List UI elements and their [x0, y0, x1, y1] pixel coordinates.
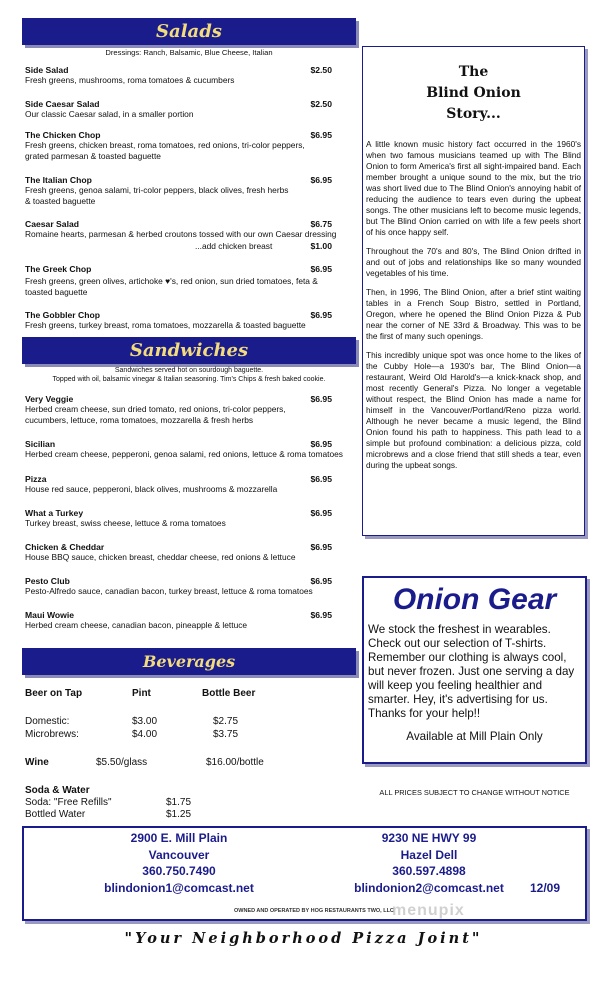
list-item [25, 99, 332, 130]
list-item [25, 175, 332, 219]
micro-pint: $4.00 [132, 729, 158, 740]
salads-header [22, 18, 356, 45]
location-email[interactable]: blindonion1@comcast.net [104, 880, 254, 895]
list-item [25, 508, 332, 542]
micro-bottle: $3.75 [213, 729, 239, 740]
sandwiches-title: Sandwiches [129, 340, 249, 361]
wine-label: Wine [25, 757, 49, 768]
item-name: Pizza [25, 474, 47, 484]
wine-bottle: $16.00/bottle [206, 757, 264, 768]
onion-gear-title: Onion Gear [392, 583, 557, 616]
salads-dressings: Dressings: Ranch, Balsamic, Blue Cheese, Italian [105, 48, 273, 57]
water-price: $1.25 [166, 809, 192, 820]
list-item [25, 264, 332, 310]
item-name: Sicilian [25, 439, 56, 449]
list-item [25, 576, 332, 610]
item-desc: House BBQ sauce, chicken breast, cheddar cheese, red onions & lettuce [25, 552, 296, 562]
item-name: Pesto Club [25, 576, 70, 586]
item-name: The Gobbler Chop [25, 310, 100, 320]
item-price: $6.95 [310, 439, 332, 449]
item-desc: Fresh greens, chicken breast, roma tomatoes, red onions, tri-color peppers, grated parmesan & toasted baguette [25, 140, 305, 161]
domestic-label: Domestic: [25, 716, 70, 727]
item-desc: House red sauce, pepperoni, black olives, mushrooms & mozzarella [25, 484, 278, 494]
story-text [366, 139, 581, 471]
beverages-title: Beverages [142, 652, 236, 671]
item-desc: Herbed cream cheese, sun dried tomato, red onions, tri-color peppers, cucumbers, lettuce, roma tomatoes, mozzarella & fresh herbs [25, 404, 286, 425]
item-name: What a Turkey [25, 508, 84, 518]
sandwiches-note-2: Topped with oil, balsamic vinegar & Italian seasoning. Tim's Chips & fresh baked cookie. [52, 376, 326, 383]
item-price: $6.95 [310, 394, 332, 404]
bottle-label: Bottle Beer [202, 688, 256, 699]
story-title [363, 62, 584, 125]
salads-list [25, 65, 337, 340]
location-email[interactable]: blindonion2@comcast.net [354, 880, 504, 895]
sandwiches-notes [22, 366, 356, 384]
wine-glass: $5.50/glass [96, 757, 148, 768]
pint-label: Pint [132, 688, 151, 699]
item-addon: ...add chicken breast [195, 241, 273, 251]
item-price: $6.95 [310, 508, 332, 518]
location-hazel-dell [334, 830, 524, 896]
salads-title: Salads [156, 21, 222, 42]
list-item [25, 310, 332, 340]
onion-gear-box [362, 576, 587, 764]
story-box [362, 46, 585, 536]
watermark: menupix [392, 902, 465, 919]
story-paragraph: A little known music history fact occurred in the 1960's when two famous musicians teamed up with The Blind Onion to form America's first all sight-impaired band. Each member brought a unique sound to the mix, but the trio was short lived due to The Blind Onion's annoying habit of reducing the audience to tears even during the upbeat songs. The other musicians left to become music legends, but The Blind Onion carried on with life a few peels short of his once happy self. [366, 139, 581, 237]
list-item [25, 474, 332, 508]
item-name: Side Caesar Salad [25, 99, 100, 109]
list-item [25, 439, 343, 474]
list-item [25, 219, 337, 264]
item-desc: Turkey breast, swiss cheese, lettuce & roma tomatoes [25, 518, 226, 528]
item-price: $6.95 [310, 264, 332, 274]
item-desc: Fresh greens, green olives, artichoke ♥'s, red onion, sun dried tomatoes, feta & toasted baguette [25, 276, 318, 297]
story-title-line-1: The [458, 64, 489, 80]
beverages-header [22, 648, 356, 675]
item-price: $6.95 [310, 130, 332, 140]
location-city: Hazel Dell [400, 847, 458, 862]
item-desc: Fresh greens, genoa salami, tri-color peppers, black olives, fresh herbs & toasted baguette [25, 185, 289, 206]
item-price: $2.50 [310, 65, 332, 75]
story-paragraph: Then, in 1996, The Blind Onion, after a brief stint waiting tables in a French Soup Bistro, settled in Portland, Oregon, where he opened the Blind Onion Pizza & Pub near the corner of NE 33rd & Broadway. This was to be the first of many such openings. [366, 287, 581, 341]
item-desc: Herbed cream cheese, canadian bacon, pineapple & lettuce [25, 620, 248, 630]
item-desc: Herbed cream cheese, pepperoni, genoa salami, red onions, lettuce & roma tomatoes [25, 449, 343, 459]
date-code: 12/09 [530, 881, 561, 895]
item-desc: Romaine hearts, parmesan & herbed croutons tossed with our own Caesar dressing [25, 229, 337, 239]
soda-label: Soda: "Free Refills" [25, 797, 112, 808]
list-item [25, 130, 332, 175]
domestic-bottle: $2.75 [213, 716, 239, 727]
item-price: $6.95 [310, 610, 332, 620]
item-price: $2.50 [310, 99, 332, 109]
item-price: $6.95 [310, 576, 332, 586]
sandwiches-note-1: Sandwiches served hot on sourdough baguette. [114, 367, 264, 374]
item-name: Side Salad [25, 65, 69, 75]
water-label: Bottled Water [25, 809, 86, 820]
prices-notice: ALL PRICES SUBJECT TO CHANGE WITHOUT NOTICE [379, 788, 570, 797]
location-city: Vancouver [148, 847, 210, 862]
item-price: $6.75 [310, 219, 332, 229]
item-name: The Italian Chop [25, 175, 92, 185]
item-name: Caesar Salad [25, 219, 79, 229]
location-phone[interactable]: 360.597.4898 [392, 864, 466, 878]
tagline: "Your Neighborhood Pizza Joint" [124, 930, 483, 947]
item-price: $6.95 [310, 310, 332, 320]
list-item [25, 542, 332, 576]
story-paragraph: Throughout the 70's and 80's, The Blind Onion drifted in and out of jobs and relationships like so many wounded vegetables of his time. [366, 246, 581, 278]
sandwiches-list [25, 394, 343, 640]
micro-label: Microbrews: [25, 729, 79, 740]
location-phone[interactable]: 360.750.7490 [142, 864, 216, 878]
beverages-list [25, 688, 355, 823]
sandwiches-header [22, 337, 356, 364]
story-title-line-2: Blind Onion [426, 85, 521, 101]
item-desc: Our classic Caesar salad, in a smaller portion [25, 109, 194, 119]
onion-gear-text: We stock the freshest in wearables. Check out our selection of T-shirts. Remember our clothing is always cool, but never frozen. Just one serving a day will keep you feeling healthier and smarter. Hey, it's advertising for us. Thanks for your help!! [368, 623, 575, 720]
onion-gear-availability: Available at Mill Plain Only [406, 730, 543, 743]
item-name: The Chicken Chop [25, 130, 101, 140]
item-name: The Greek Chop [25, 264, 92, 274]
location-mill-plain [84, 830, 274, 896]
beer-label: Beer on Tap [25, 688, 83, 699]
location-street: 2900 E. Mill Plain [130, 831, 228, 845]
item-price: $6.95 [310, 474, 332, 484]
item-desc: Pesto-Alfredo sauce, canadian bacon, turkey breast, lettuce & roma tomatoes [25, 586, 313, 596]
story-title-line-3: Story... [446, 106, 501, 122]
locations-footer [22, 826, 587, 921]
soda-header: Soda & Water [25, 785, 90, 796]
item-name: Maui Wowie [25, 610, 75, 620]
list-item [25, 65, 332, 99]
item-addon-price: $1.00 [310, 241, 332, 251]
item-desc: Fresh greens, mushrooms, roma tomatoes & cucumbers [25, 75, 235, 85]
item-name: Very Veggie [25, 394, 74, 404]
list-item [25, 394, 332, 439]
item-desc: Fresh greens, turkey breast, roma tomatoes, mozzarella & toasted baguette [25, 320, 306, 330]
domestic-pint: $3.00 [132, 716, 158, 727]
soda-price: $1.75 [166, 797, 192, 808]
list-item [25, 610, 332, 640]
story-paragraph: This incredibly unique spot was once home to the likes of the Cubby Hole—a 1930's bar, The Blind Onion—a restaurant, Weird Old Harold's—a knick-knack shop, and most recently General's Pizza. No longer a vegetable without respect, the Blind Onion has made a name for himself in the Vancouver/Portland/Reno pizza world. Although he never became a music legend, the Blind Onion found his path to happiness. This path lead to a simple but profound combination: a delicious pizza, cold microbrews and a close friend that still sheds a tear, even during the upbeat songs. [366, 350, 581, 470]
item-price: $6.95 [310, 542, 332, 552]
owned-by: OWNED AND OPERATED BY HOG RESTAURANTS TWO, LLC [234, 908, 394, 914]
item-price: $6.95 [310, 175, 332, 185]
item-name: Chicken & Cheddar [25, 542, 105, 552]
location-street: 9230 NE HWY 99 [381, 831, 477, 845]
